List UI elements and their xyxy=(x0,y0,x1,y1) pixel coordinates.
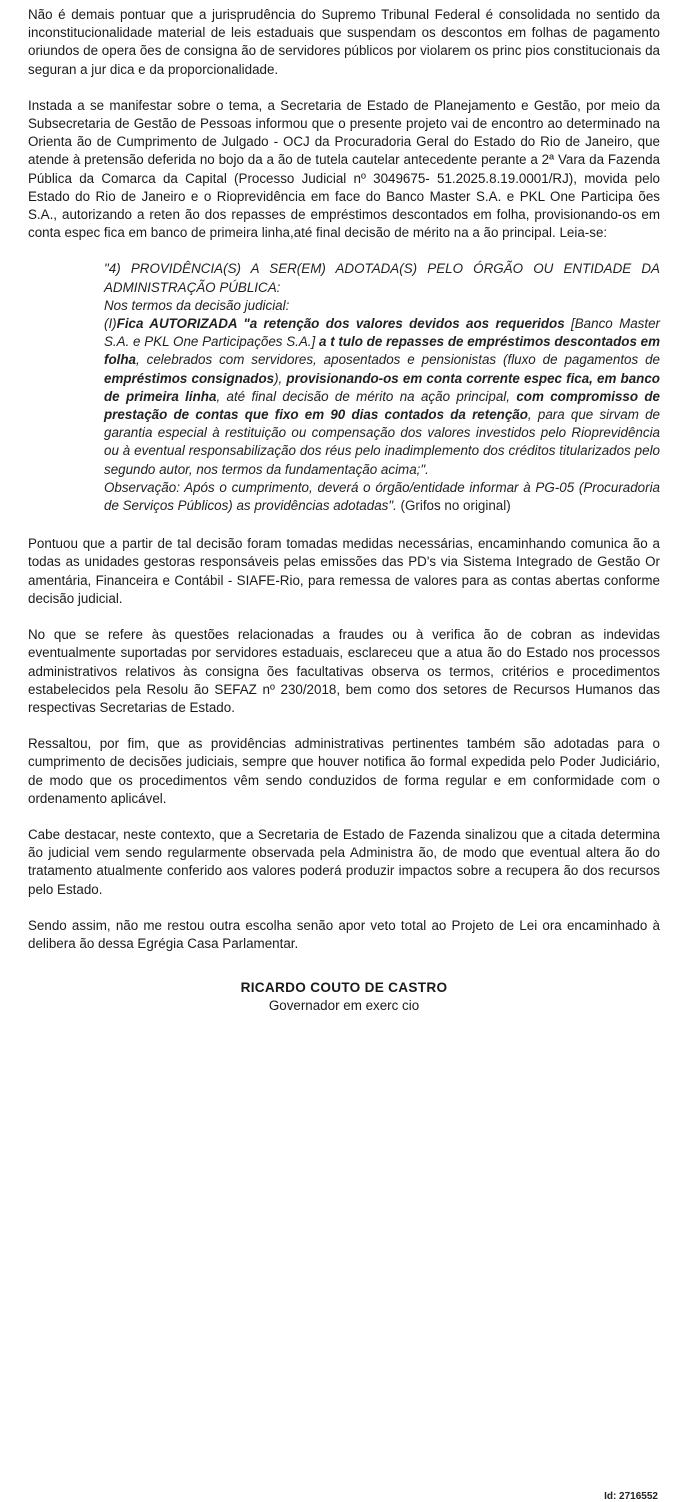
quote-seg-6: empréstimos consignados xyxy=(104,370,275,386)
quote-seg-11: , para que sirvam de garantia especial à restituição ou compensação dos valores investidos pelo Rioprevidência ou à eventual responsabilização dos réus pelo inadimplemento dos créditos titularizados pelo segundo autor, nos termos da fundamentação acima;". xyxy=(104,407,661,477)
paragraph-stf: Não é demais pontuar que a jurisprudência do Supremo Tribunal Federal é consolidada no sentido da inconstitucionalidade material de leis estaduais que suspendam os descontos em folhas de pagamento oriundos de opera ões de consigna ão de servidores públicos por violarem os princ pios constitucionais da seguran a jur dica e da proporcionalidade. xyxy=(28,7,660,77)
document-page xyxy=(28,6,660,1015)
signature-block xyxy=(28,979,660,1015)
quote-seg-9: , até final decisão de mérito na ação principal, xyxy=(216,388,517,404)
paragraph-veto: Sendo assim, não me restou outra escolha senão apor veto total ao Projeto de Lei ora encaminhado à delibera ão dessa Egrégia Casa Parlamentar. xyxy=(28,917,660,951)
quote-seg-8: provisionando-os em conta corrente espec fica, em banco de primeira linha xyxy=(104,370,660,404)
quote-intro: Nos termos da decisão judicial: xyxy=(104,297,290,313)
quote-seg-5: , celebrados com servidores, aposentados e pensionistas (fluxo de pagamentos de xyxy=(136,352,660,368)
quote-seg-2: Fica AUTORIZADA "a retenção dos valores devidos aos requeridos xyxy=(116,316,565,332)
document-id: Id: 2716552 xyxy=(604,1491,658,1502)
quote-obs-tail: (Grifos no original) xyxy=(396,498,511,514)
quote-seg-1: (I) xyxy=(104,316,117,332)
paragraph-seplag: Instada a se manifestar sobre o tema, a Secretaria de Estado de Planejamento e Gestão, por meio da Subsecretaria de Gestão de Pessoas informou que o presente projeto vai de encontro ao determinado na Orienta ão de Cumprimento de Julgado - OCJ da Procuradoria Geral do Estado do Rio de Janeiro, que atende à pretensão deferida no bojo da a ão de tutela cautelar antecedente perante a 2ª Vara da Fazenda Pública da Comarca da Capital (Processo Judicial nº 3049675- 51.2025.8.19.0001/RJ), movida pelo Estado do Rio de Janeiro e o Rioprevidência em face do Banco Master S.A. e PKL One Participa ões S.A., autorizando a reten ão dos repasses de empréstimos descontados em folha, provisionando-os em conta espec fica em banco de primeira linha,até final decisão de mérito na a ão principal. Leia-se: xyxy=(28,97,660,241)
quote-body xyxy=(104,315,660,479)
quote-seg-3: [Banco Master S.A. e PKL One Participações S.A.] xyxy=(104,316,660,350)
signature-name: RICARDO COUTO DE CASTRO xyxy=(240,980,448,996)
quote-observation xyxy=(104,479,660,515)
block-quote xyxy=(104,260,660,515)
quote-seg-10: com compromisso de prestação de contas que fixo em 90 dias contados da retenção xyxy=(104,388,661,423)
paragraph-providencias: Ressaltou, por fim, que as providências administrativas pertinentes também são adotadas para o cumprimento de decisões judiciais, sempre que houver notifica ão formal expedida pelo Poder Judiciário, de modo que os procedimentos vêm sendo conduzidos de forma regular e em conformidade com o ordenamento aplicável. xyxy=(28,736,660,806)
signature-title: Governador em exerc cio xyxy=(268,998,420,1014)
paragraph-siafe: Pontuou que a partir de tal decisão foram tomadas medidas necessárias, encaminhando comunica ão a todas as unidades gestoras responsáveis pelas emissões das PD's via Sistema Integrado de Gestão Or amentária, Financeira e Contábil - SIAFE-Rio, para remessa de valores para as contas abertas conforme decisão judicial. xyxy=(28,536,660,606)
quote-obs: Observação: Após o cumprimento, deverá o órgão/entidade informar à PG-05 (Procuradoria de Serviços Públicos) as providências adotadas". xyxy=(104,479,660,514)
quote-heading: "4) PROVIDÊNCIA(S) A SER(EM) ADOTADA(S) PELO ÓRGÃO OU ENTIDADE DA ADMINISTRAÇÃO PÚBLICA: xyxy=(104,261,660,295)
paragraph-sefaz: Cabe destacar, neste contexto, que a Secretaria de Estado de Fazenda sinalizou que a citada determina ão judicial vem sendo regularmente observada pela Administra ão, de modo que eventual altera ão do tratamento atualmente conferido aos valores poderá produzir impactos sobre a recupera ão dos recursos pelo Estado. xyxy=(28,826,660,897)
quote-seg-4: a t tulo de repasses de empréstimos descontados em folha xyxy=(104,334,661,368)
quote-seg-7: ), xyxy=(274,370,287,386)
paragraph-fraudes: No que se refere às questões relacionadas a fraudes ou à verifica ão de cobran as indevidas eventualmente suportadas por servidores estaduais, esclareceu que a atua ão do Estado nos processos administrativos relativos às consigna ões facultativas observa os termos, critérios e procedimentos estabelecidos pela Resolu ão SEFAZ nº 230/2018, bem como dos setores de Recursos Humanos das respectivas Secretarias de Estado. xyxy=(28,627,660,715)
